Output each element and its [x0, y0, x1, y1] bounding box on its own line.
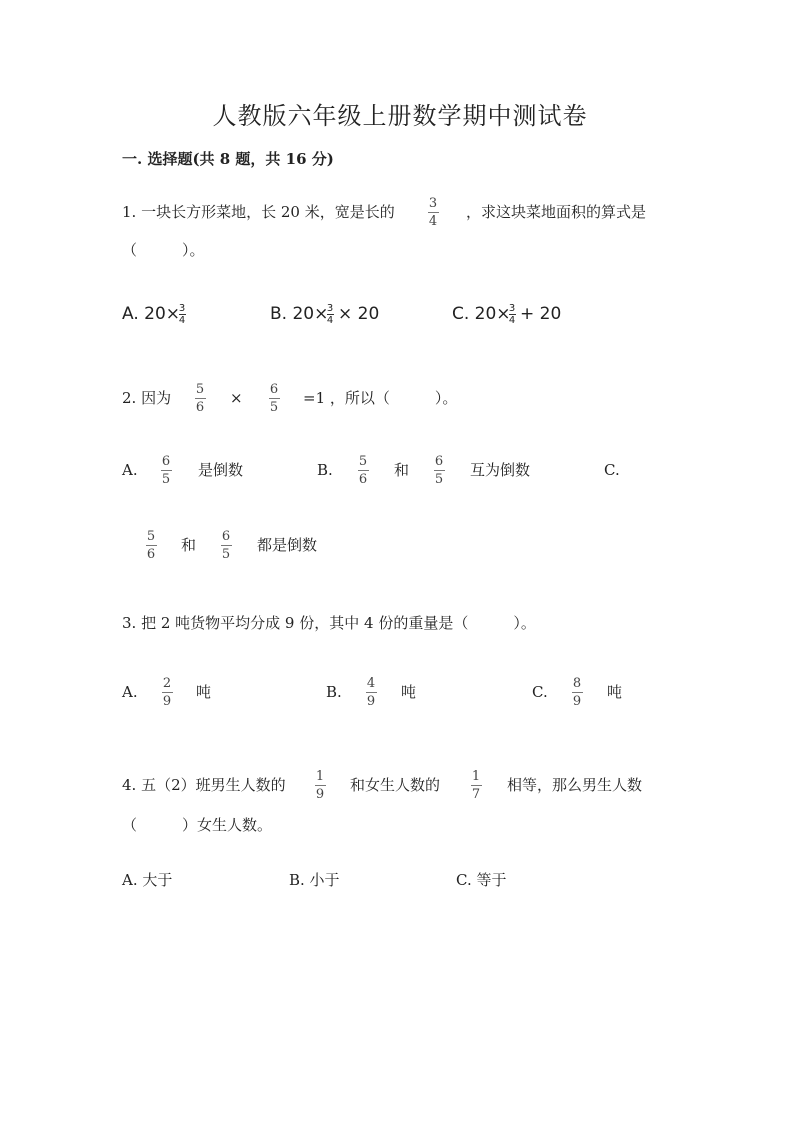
section-heading: 一. 选择题(共 8 题，共 16 分) — [122, 150, 334, 168]
q4-text-a: 4. 五（2）班男生人数的 — [122, 776, 286, 794]
q1-b-den: 4 — [326, 315, 334, 326]
q4-fraction-2 — [467, 769, 485, 802]
q3-option-c-unit: 吨 — [607, 683, 623, 701]
q2-c-f1-num: 5 — [146, 529, 156, 544]
q3-c-den: 9 — [572, 694, 582, 709]
q4-option-b[interactable]: B. 小于 — [289, 871, 340, 889]
q3-option-c-label: C. — [532, 683, 548, 701]
q3-a-den: 9 — [162, 694, 172, 709]
q2-option-c-fraction-1 — [142, 529, 160, 562]
q3-option-b-unit: 吨 — [401, 683, 417, 701]
q4-option-c[interactable]: C. 等于 — [456, 871, 507, 889]
q3-option-c-fraction — [568, 676, 586, 709]
q2-c-f1-den: 6 — [146, 547, 156, 562]
q4-f2-num: 1 — [471, 769, 481, 784]
q2-f2-den: 5 — [269, 400, 279, 415]
q2-fraction-1 — [191, 382, 209, 415]
q4-text-c: 相等，那么男生人数 — [507, 776, 643, 794]
q2-times-sign: × — [230, 389, 243, 407]
q2-option-a-tail: 是倒数 — [198, 461, 244, 479]
q1-line2: （ ）。 — [122, 241, 205, 259]
q3-option-a-unit: 吨 — [196, 683, 212, 701]
q2-c-f2-den: 5 — [221, 547, 231, 562]
q2-option-c-label: C. — [604, 461, 620, 479]
q1-option-b-label: B. 20× — [270, 304, 329, 324]
q1-fraction — [424, 196, 442, 229]
q2-option-b-label: B. — [317, 461, 333, 479]
q1-option-b-fraction — [325, 303, 335, 326]
q3-option-a-fraction — [158, 676, 176, 709]
q2-a-den: 5 — [161, 472, 171, 487]
q4-f1-num: 1 — [315, 769, 325, 784]
q4-f2-den: 7 — [471, 787, 481, 802]
q1-option-c-fraction — [507, 303, 517, 326]
q1-option-a-label: A. 20× — [122, 304, 181, 324]
q2-option-c-fraction-2 — [217, 529, 235, 562]
q1-frac-numerator: 3 — [428, 196, 438, 211]
q3-a-num: 2 — [162, 676, 172, 691]
q1-option-b[interactable] — [270, 304, 328, 324]
q2-fraction-2 — [265, 382, 283, 415]
q1-option-c[interactable] — [452, 304, 511, 324]
q1-a-den: 4 — [178, 315, 186, 326]
q3-b-num: 4 — [366, 676, 376, 691]
q4-fraction-1 — [311, 769, 329, 802]
q3-option-b-fraction — [362, 676, 380, 709]
q1-c-num: 3 — [508, 303, 516, 314]
q2-a-num: 6 — [161, 454, 171, 469]
q2-option-a-fraction — [157, 454, 175, 487]
q2-text-b: =1 ，所以（ ）。 — [303, 389, 458, 407]
q2-option-b-mid: 和 — [394, 461, 410, 479]
q1-option-a-fraction — [177, 303, 187, 326]
q1-option-c-label: C. 20× — [452, 304, 511, 324]
q2-f2-num: 6 — [269, 382, 279, 397]
q2-option-b-tail: 互为倒数 — [470, 461, 531, 479]
q2-c-f2-num: 6 — [221, 529, 231, 544]
q2-option-b-fraction-2 — [430, 454, 448, 487]
q4-option-a[interactable]: A. 大于 — [122, 871, 173, 889]
q2-option-a-label: A. — [122, 461, 138, 479]
q1-text-b: ，求这块菜地面积的算式是 — [466, 203, 647, 221]
q2-b-f1-den: 6 — [358, 472, 368, 487]
q2-b-f2-den: 5 — [434, 472, 444, 487]
q4-f1-den: 9 — [315, 787, 325, 802]
q2-f1-den: 6 — [195, 400, 205, 415]
q2-text-a: 2. 因为 — [122, 389, 172, 407]
q1-option-a[interactable] — [122, 304, 180, 324]
q4-line2: （ ）女生人数。 — [122, 816, 273, 834]
q1-a-num: 3 — [178, 303, 186, 314]
q2-b-f2-num: 6 — [434, 454, 444, 469]
q3-text: 3. 把 2 吨货物平均分成 9 份，其中 4 份的重量是（ ）。 — [122, 614, 536, 632]
q2-option-b-fraction-1 — [354, 454, 372, 487]
q1-option-b-tail: × 20 — [338, 304, 380, 324]
q1-text-a: 1. 一块长方形菜地，长 20 米，宽是长的 — [122, 203, 395, 221]
page-title: 人教版六年级上册数学期中测试卷 — [212, 102, 588, 130]
q2-option-c-mid: 和 — [181, 536, 197, 554]
q2-f1-num: 5 — [195, 382, 205, 397]
q3-b-den: 9 — [366, 694, 376, 709]
q1-c-den: 4 — [508, 315, 516, 326]
q1-frac-denominator: 4 — [428, 214, 438, 229]
q3-option-b-label: B. — [326, 683, 342, 701]
q4-text-b: 和女生人数的 — [350, 776, 441, 794]
q2-option-c-tail: 都是倒数 — [257, 536, 318, 554]
q1-option-c-tail: + 20 — [520, 304, 562, 324]
q3-c-num: 8 — [572, 676, 582, 691]
q1-b-num: 3 — [326, 303, 334, 314]
q3-option-a-label: A. — [122, 683, 138, 701]
q2-b-f1-num: 5 — [358, 454, 368, 469]
